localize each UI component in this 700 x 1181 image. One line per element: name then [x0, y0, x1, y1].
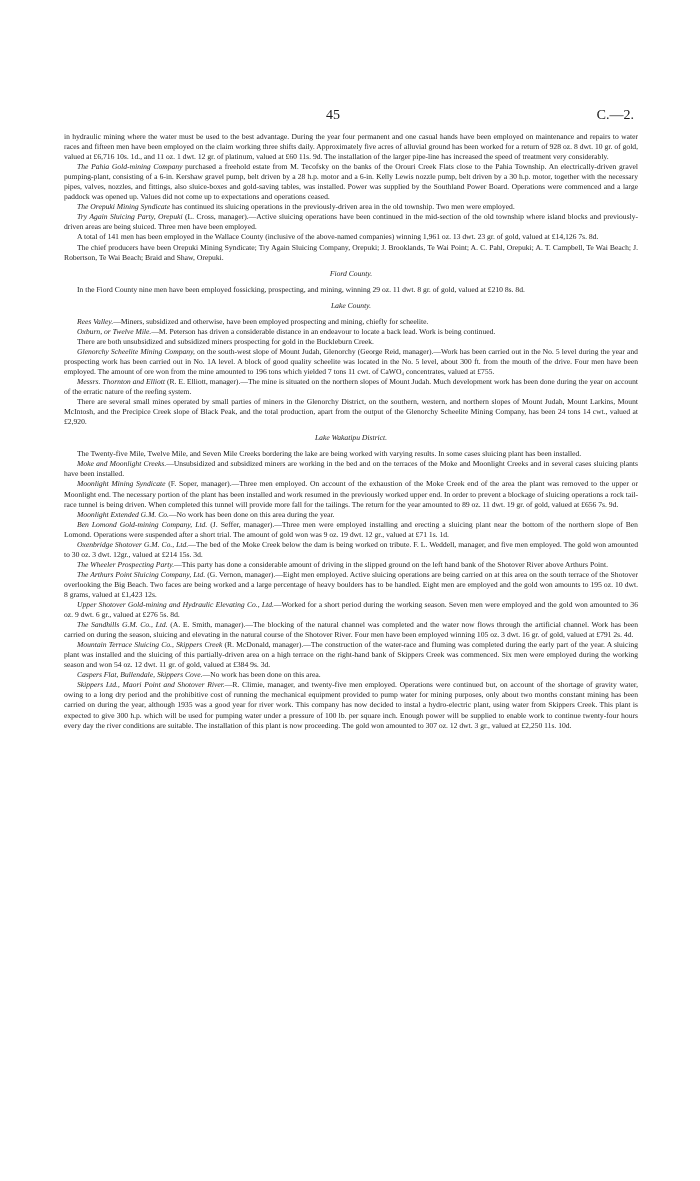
paragraph — [64, 377, 638, 397]
paragraph-lead: The Orepuki Mining Syndicate — [77, 202, 171, 212]
paragraph — [64, 680, 638, 730]
paragraph-text: —R. Climie, manager, and twenty-five men employed. Operations were continued but, on account of the shortage of gravity water, owing to a long dry period and the prohibitive cost of running the mechanical equipment provided to pump water for mining purposes, only about two months constant mining has been carried on during the year, although 1935 was a good year for river work. This company has now decided to instal a hydro-electric plant, using water from Skippers Creek. This plant is expected to give 300 h.p. which will be used for pumping water under a pressure of 100 lb. per square inch. Enough power will be supplied to enable work to continue twenty-four hours every day the river conditions are suitable. The installation of this plant is now proceeding. The gold won amounted to 307 oz. 12 dwt. 3 gr., valued at £2,250 11s. 10d. — [64, 680, 638, 730]
paragraph-text: The Twenty-five Mile, Twelve Mile, and Seven Mile Creeks bordering the lake are being worked with varying results. In some cases sluicing plant has been installed. — [77, 449, 582, 459]
paragraph-text: In the Fiord County nine men have been employed fossicking, prospecting, and mining, winning 29 oz. 11 dwt. 8 gr. of gold, valued at £210 8s. 8d. — [77, 284, 525, 294]
paragraph-text: —This party has done a considerable amount of driving in the slipped ground on the left hand bank of the Shotover River above Arthurs Point. — [174, 559, 608, 569]
paragraph — [64, 620, 638, 640]
paragraph — [64, 510, 638, 520]
page-header — [64, 108, 638, 132]
paragraph-text: has continued its sluicing operations in the previously-driven area in the old township. Two men were employed. — [170, 202, 515, 212]
paragraph-text: in hydraulic mining where the water must be used to the best advantage. During the year four permanent and one casual hands have been employed on maintenance and repairs to water races and fifteen men have been employed on the claim working three shifts daily. Approximately five acres of alluvial ground has been worked for a return of 928 oz. 8 dwt. 10 gr. of gold, valued at £6,716 10s. 1d., and 11 oz. 1 dwt. 12 gr. of platinum, valued at £60 11s. 9d. The installation of the larger pipe-line has increased the speed of treatment very considerably. — [64, 132, 638, 162]
paragraph-lead: Mountain Terrace Sluicing Co., Skippers Creek — [77, 640, 223, 650]
paragraph-lead: Oxburn, or Twelve Mile. — [77, 326, 152, 336]
paragraph-lead: Caspers Flat, Bullendale, Skippers Cove. — [77, 670, 203, 680]
paragraph-text: —Unsubsidized and subsidized miners are working in the bed and on the terraces of the Moke and Moonlight Creeks and in several cases sluicing plants have been installed. — [64, 459, 638, 479]
paragraph — [64, 459, 638, 479]
paragraph — [64, 285, 638, 295]
paragraph — [64, 317, 638, 327]
paragraph-text: on the south-west slope of Mount Judah, Glenorchy (George Reid, manager).—Work has been carried out in the No. 5 level during the year and prospecting work has been carried out in No. 1A level. A block of good quality scheelite was located in the No. 5 level, about 300 ft. from the mouth of the drive. Four men have been employed. The amount of ore won from the mine amounted to 196 tons which yielded 7 tons 11 cwt. of CaWO₄ concentrates, valued at £755. — [64, 346, 638, 376]
document-reference: C.—2. — [596, 108, 634, 123]
paragraph-lead: Skippers Ltd., Maori Point and Shotover River. — [77, 680, 225, 690]
paragraph — [64, 397, 638, 427]
section-heading: Lake County. — [330, 300, 372, 310]
paragraph-lead: The Wheeler Prospecting Party. — [77, 559, 175, 569]
section-heading: Lake Wakatipu District. — [314, 433, 388, 443]
paragraph-lead: Upper Shotover Gold-mining and Hydraulic Elevating Co., Ltd. — [77, 600, 274, 610]
section-heading: Fiord County. — [329, 268, 373, 278]
paragraph-text: —No work has been done on this area. — [202, 670, 321, 680]
paragraph-text: (L. Cross, manager).—Active sluicing operations have been continued in the mid-section of the old township where island blocks and previously-driven areas are being sluiced. Three men have been employed. — [64, 212, 638, 232]
paragraph-lead: The Arthurs Point Sluicing Company, Ltd. — [77, 569, 206, 579]
paragraph-text: (J. Seffer, manager).—Three men were employed installing and erecting a sluicing plant near the bottom of the northern slope of Ben Lomond. Operations were suspended after a short trial. The amount of gold won was 9 oz. 19 dwt. 12 gr., valued at £71 1s. 1d. — [64, 519, 638, 539]
paragraph — [64, 670, 638, 680]
paragraph — [64, 449, 638, 459]
paragraph — [64, 640, 638, 670]
paragraph — [64, 540, 638, 560]
paragraph-text: —No work has been done on this area during the year. — [168, 509, 335, 519]
paragraph — [64, 570, 638, 600]
paragraph — [64, 132, 638, 162]
paragraph-text: purchased a freehold estate from M. Tecofsky on the banks of the Orouri Creek Flats close to the Pahia Township. An electrically-driven gravel pumping-plant, consisting of a 6-in. Kershaw gravel pump, belt driven by a 28 h.p. motor and a 6-in. Kelly Lewis nozzle pump, belt driven by a 30 h.p. motor, together with the necessary pipes, valves, nozzles, and fittings, also sluice-boxes and gold-saving tables, was installed. Power was supplied by the Southland Power Board. Operations were commenced and a large paddock was opened up. Values did not come up to expectations and operations ceased. — [64, 162, 638, 202]
paragraph-lead: Ben Lomond Gold-mining Company, Ltd. — [77, 519, 208, 529]
paragraph-text: (G. Vernon, manager).—Eight men employed. Active sluicing operations are being carried on at this area on the south terrace of the Shotover overlooking the Big Beach. Two faces are being worked and a large percentage of heavy boulders has to be handled. Eight men are employed and the gold won amounts to 195 oz. 10 dwt. 8 grams, valued at £1,423 12s. — [64, 569, 638, 599]
paragraph-text: (R. E. Elliott, manager).—The mine is situated on the northern slopes of Mount Judah. Much development work has been done during the year on account of the erratic nature of the reefing system. — [64, 377, 638, 397]
paragraph-lead: The Sandhills G.M. Co., Ltd. — [77, 620, 168, 630]
paragraph-lead: The Pahia Gold-mining Company — [77, 162, 183, 172]
paragraph — [64, 232, 638, 242]
paragraph-lead: Rees Valley. — [77, 316, 114, 326]
page-number: 45 — [326, 108, 340, 123]
paragraph-text: —Worked for a short period during the working season. Seven men were employed and the gold won amounted to 36 oz. 9 dwt. 6 gr., valued at £276 5s. 8d. — [64, 600, 638, 620]
paragraph — [64, 560, 638, 570]
document-page — [64, 108, 638, 731]
paragraph-text: —The bed of the Moke Creek below the dam is being worked on tribute. F. L. Weddell, manager, and five men employed. The gold won amounted to 30 oz. 3 dwt. 12gr., valued at £214 15s. 3d. — [64, 539, 638, 559]
paragraph-lead: Oxenbridge Shotover G.M. Co., Ltd. — [77, 539, 189, 549]
paragraph — [64, 202, 638, 212]
paragraph-text: (F. Soper, manager).—Three men employed. On account of the exhaustion of the Moke Creek end of the area the plant was removed to the upper or Moonlight end. The necessary portion of the plant has been installed and work resumed in the previously worked upper end. In order to prevent a blockage of sluicing operations a rock tail-race tunnel is being driven. When completed this tunnel will provide more fall for the tailings. The return for the year amounted to 89 oz. 11 dwt. 19 gr. of gold, valued at £656 7s. 9d. — [64, 479, 639, 509]
paragraph-text: —M. Peterson has driven a considerable distance in an endeavour to locate a back lead. Work is being continued. — [151, 326, 496, 336]
paragraph-lead: Try Again Sluicing Party, Orepuki — [77, 212, 183, 222]
paragraph-text: A total of 141 men has been employed in the Wallace County (inclusive of the above-named companies) winning 1,961 oz. 13 dwt. 23 gr. of gold, valued at £14,126 7s. 8d. — [77, 232, 599, 242]
paragraph-lead: Moonlight Extended G.M. Co. — [77, 509, 169, 519]
paragraph-text: There are several small mines operated by small parties of miners in the Glenorchy District, on the southern, western, and northern slopes of Mount Judah, Mount Larkins, Mount McIntosh, and the Precipice Creek slope of Black Peak, and the total production, apart from the output of the Glenorchy Scheelite Mining Company, has been 24 tons 14 cwt., valued at £2,920. — [64, 397, 638, 427]
paragraph-lead: Messrs. Thornton and Elliott — [77, 377, 165, 387]
paragraph — [64, 337, 638, 347]
paragraph — [64, 212, 638, 232]
paragraph-lead: Glenorchy Scheelite Mining Company, — [77, 346, 195, 356]
paragraph-text: —Miners, subsidized and otherwise, have been employed prospecting and mining, chiefly for scheelite. — [113, 316, 429, 326]
paragraph-lead: Moonlight Mining Syndicate — [77, 479, 166, 489]
paragraph — [64, 520, 638, 540]
paragraph — [64, 600, 638, 620]
paragraph — [64, 327, 638, 337]
paragraph-lead: Moke and Moonlight Creeks. — [77, 459, 167, 469]
paragraph-text: There are both unsubsidized and subsidized miners prospecting for gold in the Buckleburn Creek. — [77, 336, 374, 346]
paragraph — [64, 479, 638, 509]
paragraph-text: (R. McDonald, manager).—The construction of the water-race and fluming was completed during the early part of the year. A sluicing plant was installed and the sluicing of this partially-driven area on a high terrace on the right-hand bank of Skippers Creek was commenced. Six men were employed during the working season and won 54 oz. 12 dwt. 11 gr. of gold, valued at £384 9s. 3d. — [64, 640, 638, 670]
paragraph — [64, 243, 638, 263]
body-text — [64, 132, 638, 731]
paragraph — [64, 162, 638, 202]
paragraph-text: (A. E. Smith, manager).—The blocking of the natural channel was completed and the water now flows through the artificial channel. Work has been carried on during the season, sluicing and elevating in the natural course of the Shotover River. Four men have been employed winning 105 oz. 3 dwt. 16 gr. of gold, valued at £791 2s. 4d. — [64, 620, 638, 640]
paragraph — [64, 347, 638, 377]
paragraph-text: The chief producers have been Orepuki Mining Syndicate; Try Again Sluicing Company, Orepuki; J. Brooklands, Te Wai Point; A. C. Pahl, Orepuki; A. T. Campbell, Te Wai Beach; J. Robertson, Te Wai Beach; Braid and Shaw, Orepuki. — [64, 242, 638, 262]
